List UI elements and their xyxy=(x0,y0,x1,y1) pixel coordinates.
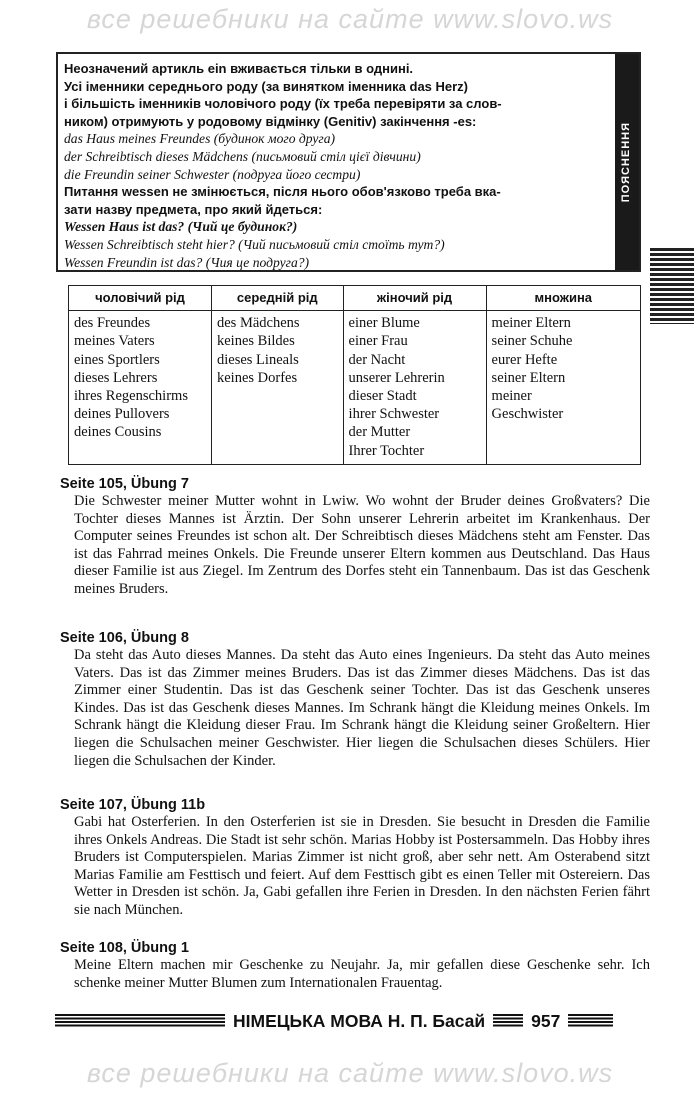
table-cell: keines Dorfes xyxy=(217,369,298,386)
rule-line-3: і більшість іменників чоловічого роду (їх треба перевіряти за слов- xyxy=(64,96,502,112)
table-cell: meiner Eltern xyxy=(491,315,571,332)
section-ubung-7 xyxy=(60,476,650,599)
page-number: 957 xyxy=(531,1010,561,1031)
explanation-box xyxy=(56,52,641,272)
section-text: Die Schwester meiner Mutter wohnt in Lwiw. Wo wohnt der Bruder deines Großvaters? Die Tochter dieses Mannes ist Ärztin. Der Sohn unserer Lehrerin arbeitet im Krankenhaus. Der Computer seines Freundes ist schon alt. Der Schreibtisch dieses Mädchens steht am Fenster. Das ist das Fahrrad meines Onkels. Die Freunde unserer Eltern kommen aus Deutschland. Das Haus dieser Familie ist aus Ziegel. Im Zentrum des Dorfes steht ein Tannenbaum. Das ist das Geschenk meines Bruders. xyxy=(74,493,650,597)
table-cell: der Nacht xyxy=(348,351,406,368)
section-text: Da steht das Auto dieses Mannes. Da steht das Auto eines Ingenieurs. Da steht das Auto meines Vaters. Das ist das Zimmer meines Bruders. Das ist das Zimmer dieses Mädchens. Das ist das Zimmer einer Studentin. Das ist das Geschenk seiner Tochter. Das ist das Geschenk unseres Kindes. Das ist das Geschenk dieses Mannes. Im Schrank hängt die Kleidung meines Onkels. Im Schrank hängt die Kleidung dieser Frau. Im Schrank hängt die Kleidung seiner Großeltern. Hier liegen die Schulsachen meiner Geschwister. Hier liegen die Schulsachen dieses Schülers. Hier liegen die Schulsachen der Kinder. xyxy=(74,647,650,769)
section-ubung-1 xyxy=(60,940,650,992)
footer-bars-right xyxy=(568,1014,613,1028)
table-cell: deines Cousins xyxy=(74,424,162,441)
table-cell: unserer Lehrerin xyxy=(348,369,445,386)
table-cell: des Mädchens xyxy=(217,315,300,332)
column-plural xyxy=(486,311,640,465)
rule-line-6: зати назву предмета, про який йдеться: xyxy=(64,201,323,217)
table-cell: ihrer Schwester xyxy=(348,406,440,423)
column-neuter xyxy=(212,311,344,465)
table-cell: Geschwister xyxy=(491,406,564,423)
table-cell: eurer Hefte xyxy=(491,351,558,368)
rule-line-4: ником) отримують у родовому відмінку (Genitiv) закінчення -es: xyxy=(64,113,477,129)
footer-bars-mid xyxy=(493,1014,523,1028)
section-title: Seite 105, Übung 7 xyxy=(60,476,189,492)
table-cell: dieser Stadt xyxy=(348,388,417,405)
table-cell: der Mutter xyxy=(348,424,411,441)
table-row xyxy=(69,311,641,465)
book-title: НІМЕЦЬКА МОВА Н. П. Басай xyxy=(233,1010,486,1031)
header-masculine: чоловічий рід xyxy=(69,286,212,311)
watermark-bottom: все решебники на сайте www.slovo.ws xyxy=(86,1058,614,1088)
table-cell: dieses Lehrers xyxy=(74,369,158,386)
table-cell: einer Frau xyxy=(348,333,408,350)
section-ubung-8 xyxy=(60,630,650,770)
table-cell: einer Blume xyxy=(348,315,420,332)
question-3: Wessen Freundin ist das? (Чия це подруга?) xyxy=(64,254,310,270)
table-header-row xyxy=(69,286,641,311)
column-masculine xyxy=(69,311,212,465)
section-text: Meine Eltern machen mir Geschenke zu Neujahr. Ja, mir gefallen diese Geschenke sehr. Ich schenke meiner Mutter Blumen zum Internationalen Frauentag. xyxy=(74,957,650,991)
declension-table xyxy=(68,285,641,465)
section-title: Seite 106, Übung 8 xyxy=(60,630,189,646)
table-cell: seiner Eltern xyxy=(491,369,566,386)
example-1: das Haus meines Freundes (будинок мого друга) xyxy=(64,131,336,147)
example-2: der Schreibtisch dieses Mädchens (письмовий стіл цієї дівчини) xyxy=(64,148,421,164)
header-neuter: середній рід xyxy=(212,286,344,311)
column-feminine xyxy=(343,311,486,465)
header-feminine: жіночий рід xyxy=(343,286,486,311)
question-1: Wessen Haus ist das? (Чий це будинок?) xyxy=(64,219,298,235)
section-title: Seite 107, Übung 11b xyxy=(60,797,206,813)
page-footer xyxy=(55,1008,650,1034)
header-plural: множина xyxy=(486,286,640,311)
example-3: die Freundin seiner Schwester (подруга його сестри) xyxy=(64,166,361,182)
table-cell: meiner xyxy=(491,388,532,405)
decorative-stripes xyxy=(650,248,694,324)
rule-line-5: Питання wessen не змінюється, після нього обов'язково треба вка- xyxy=(64,184,501,200)
watermark-top: все решебники на сайте www.slovo.ws xyxy=(86,4,614,34)
table-cell: keines Bildes xyxy=(217,333,295,350)
explanation-side-label: ПОЯСНЕННЯ xyxy=(615,54,639,270)
table-cell: dieses Lineals xyxy=(217,351,299,368)
section-title: Seite 108, Übung 1 xyxy=(60,940,189,956)
table-cell: Ihrer Tochter xyxy=(348,442,425,459)
footer-bars-left xyxy=(55,1014,225,1028)
table-cell: des Freundes xyxy=(74,315,151,332)
question-2: Wessen Schreibtisch steht hier? (Чий письмовий стіл стоїть тут?) xyxy=(64,236,445,252)
section-ubung-11b xyxy=(60,797,650,920)
rule-line-1: Неозначений артикль ein вживається тільки в однині. xyxy=(64,61,414,76)
table-cell: ihres Regenschirms xyxy=(74,388,188,405)
table-cell: seiner Schuhe xyxy=(491,333,573,350)
section-text: Gabi hat Osterferien. In den Osterferien ist sie in Dresden. Sie besucht in Dresden die Familie ihres Onkels Andreas. Die Stadt ist sehr schön. Marias Hobby ist Postersammeln. Das Hobby ihres Bruders ist Computerspielen. Marias Zimmer ist nicht groß, aber sehr nett. Am Osterabend sitzt Marias Familie am Festtisch und feiert. Auf dem Festtisch gibt es einen Teller mit Ostereiern. Das Wetter in Dresden ist schön. Ja, Gabi gefallen ihre Ferien in Dresden. In den nächsten Ferien fährt sie nach München. xyxy=(74,814,650,918)
table-cell: deines Pullovers xyxy=(74,406,170,423)
table-cell: meines Vaters xyxy=(74,333,155,350)
rule-line-2: Усі іменники середнього роду (за винятком іменника das Herz) xyxy=(64,78,469,94)
table-cell: eines Sportlers xyxy=(74,351,160,368)
